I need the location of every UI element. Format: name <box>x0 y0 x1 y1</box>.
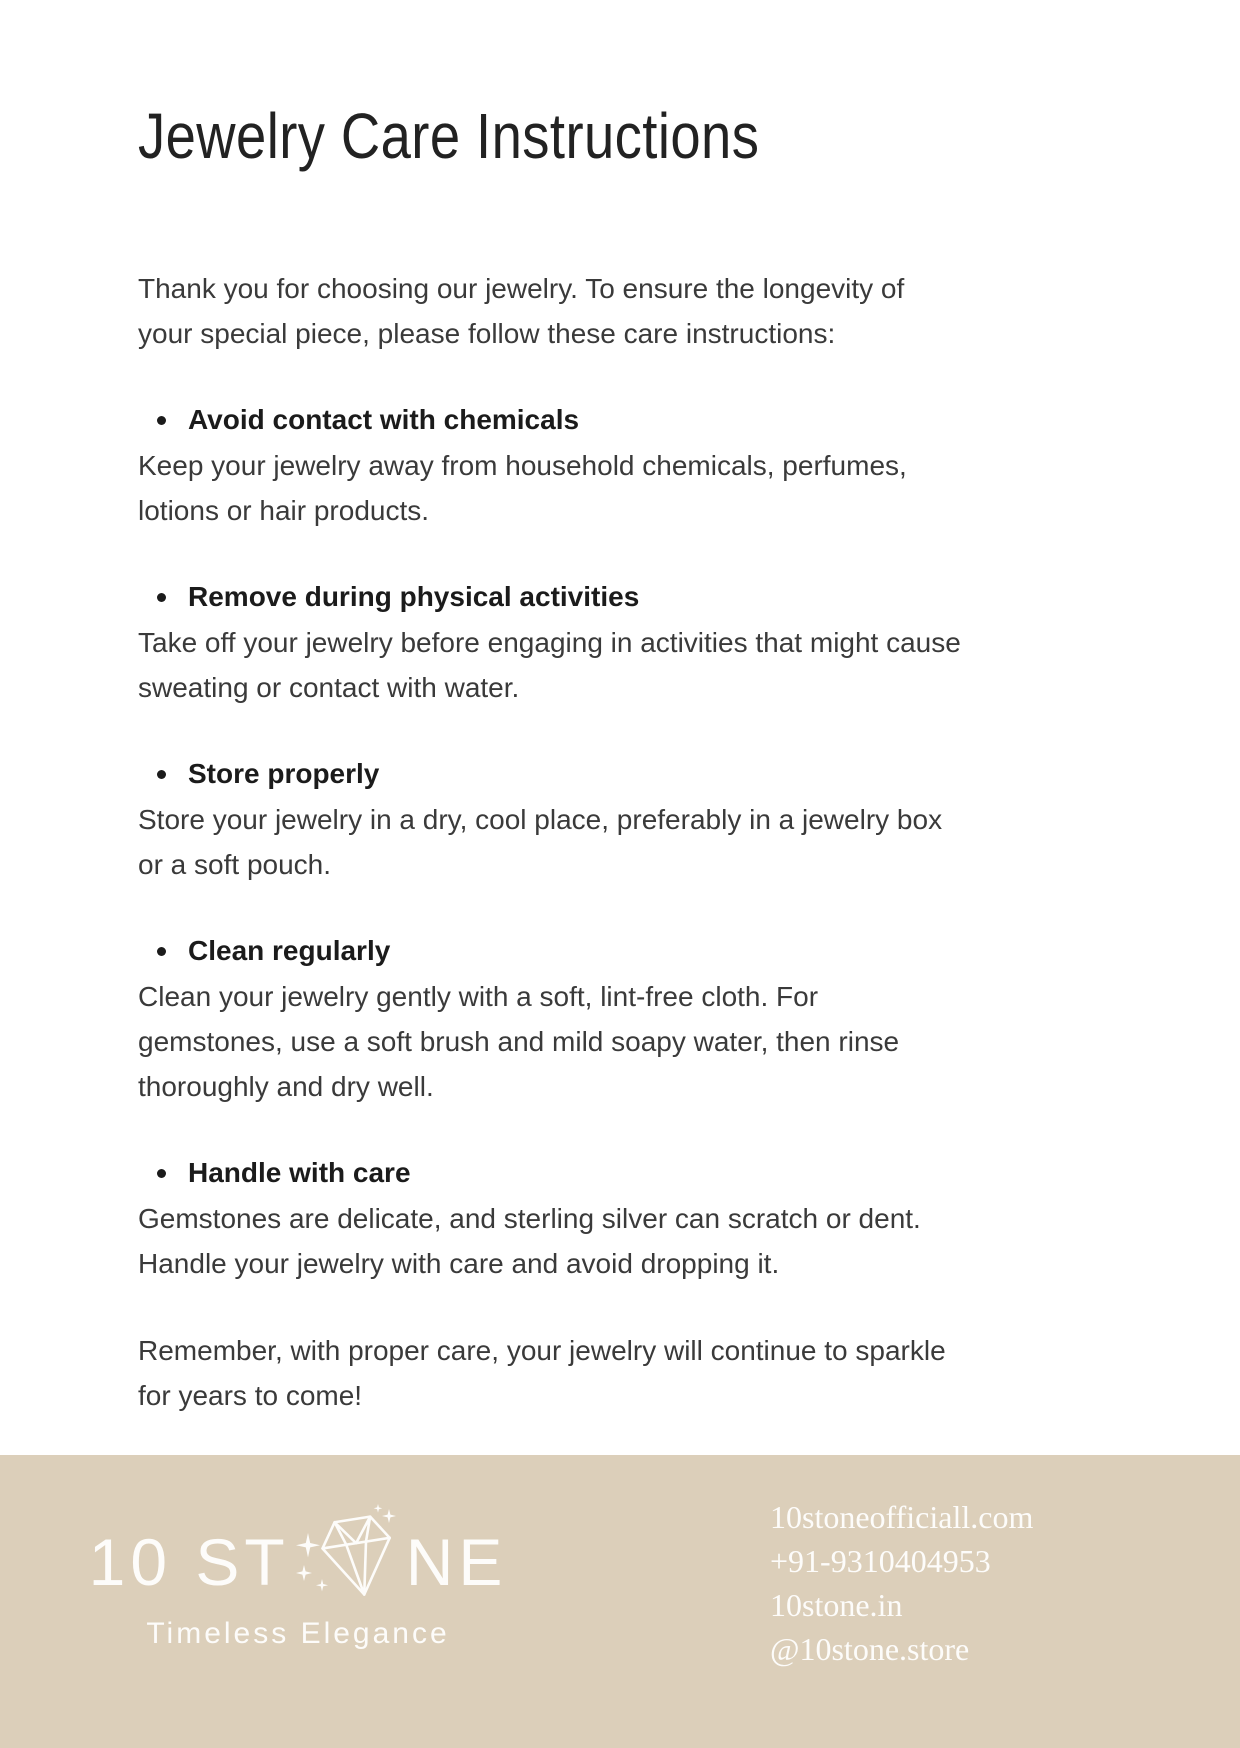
intro-line: your special piece, please follow these care instructions: <box>138 317 836 349</box>
section-body-line: thoroughly and dry well. <box>138 1070 434 1102</box>
bullet-heading-row <box>138 929 1098 974</box>
intro-paragraph <box>138 266 1098 356</box>
logo-text-prefix: 10 ST <box>88 1525 290 1599</box>
section-remove-activities <box>138 575 1098 710</box>
section-heading: Clean regularly <box>188 935 391 967</box>
footer <box>0 1455 1240 1748</box>
page-title: Jewelry Care Instructions <box>138 100 760 172</box>
bullet-icon <box>157 416 166 425</box>
closing-line: for years to come! <box>138 1379 363 1411</box>
closing-paragraph <box>138 1328 1098 1418</box>
contact-phone: +91-9310404953 <box>770 1543 991 1579</box>
contact-website: 10stoneofficiall.com <box>770 1499 1034 1535</box>
bullet-icon <box>157 593 166 602</box>
section-body-line: or a soft pouch. <box>138 848 332 880</box>
section-heading: Remove during physical activities <box>188 581 640 613</box>
logo-text-suffix: NE <box>405 1525 508 1599</box>
bullet-heading-row <box>138 575 1098 620</box>
bullet-heading-row <box>138 398 1098 443</box>
section-handle-with-care <box>138 1151 1098 1286</box>
diamond-sparkle-icon <box>292 1503 404 1607</box>
intro-line: Thank you for choosing our jewelry. To ensure the longevity of <box>138 272 905 304</box>
brand-logo-block <box>88 1517 508 1651</box>
contact-social: @10stone.store <box>770 1631 970 1667</box>
bullet-icon <box>157 1169 166 1178</box>
section-store-properly <box>138 752 1098 887</box>
section-heading: Store properly <box>188 758 380 790</box>
section-body-line: Gemstones are delicate, and sterling silver can scratch or dent. <box>138 1202 921 1234</box>
section-body-line: sweating or contact with water. <box>138 671 520 703</box>
section-body-line: Store your jewelry in a dry, cool place, preferably in a jewelry box <box>138 803 943 835</box>
bullet-heading-row <box>138 752 1098 797</box>
bullet-icon <box>157 947 166 956</box>
section-clean-regularly <box>138 929 1098 1109</box>
document-content <box>138 0 1098 1418</box>
section-avoid-chemicals <box>138 398 1098 533</box>
section-body-line: Take off your jewelry before engaging in activities that might cause <box>138 626 961 658</box>
section-body-line: Handle your jewelry with care and avoid dropping it. <box>138 1247 780 1279</box>
section-body-line: Keep your jewelry away from household chemicals, perfumes, <box>138 449 907 481</box>
contact-domain: 10stone.in <box>770 1587 903 1623</box>
bullet-icon <box>157 770 166 779</box>
section-body-line: lotions or hair products. <box>138 494 430 526</box>
brand-logo <box>88 1517 508 1607</box>
contact-info <box>770 1495 1033 1671</box>
section-heading: Avoid contact with chemicals <box>188 404 580 436</box>
section-heading: Handle with care <box>188 1157 411 1189</box>
bullet-heading-row <box>138 1151 1098 1196</box>
closing-line: Remember, with proper care, your jewelry will continue to sparkle <box>138 1334 946 1366</box>
brand-tagline: Timeless Elegance <box>146 1617 450 1650</box>
section-body-line: gemstones, use a soft brush and mild soapy water, then rinse <box>138 1025 900 1057</box>
section-body-line: Clean your jewelry gently with a soft, lint-free cloth. For <box>138 980 819 1012</box>
